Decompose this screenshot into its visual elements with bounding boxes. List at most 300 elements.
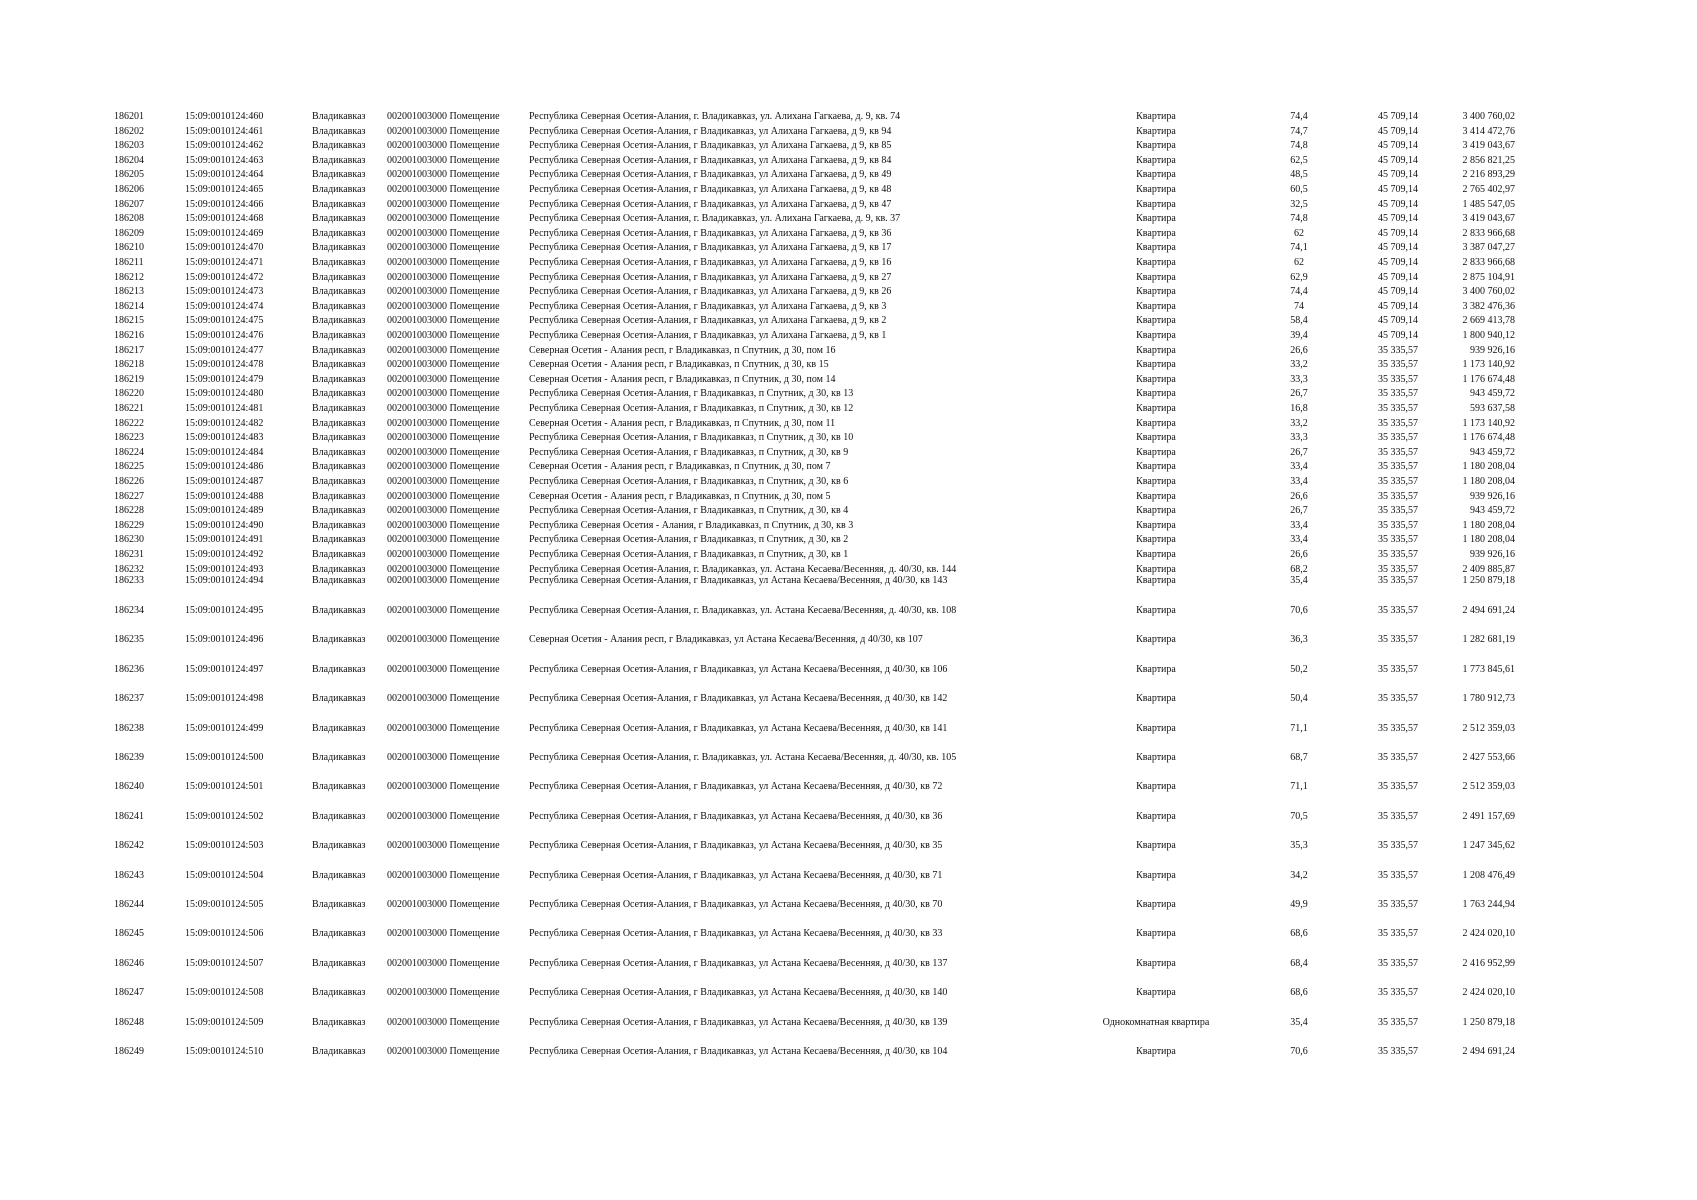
city-cell: Владикавказ bbox=[312, 374, 366, 385]
premises-type-cell: Квартира bbox=[1136, 111, 1176, 122]
unit-price-cell: 35 335,57 bbox=[1378, 664, 1418, 675]
area-cell: 71,1 bbox=[1290, 781, 1308, 792]
area-cell: 74 bbox=[1294, 301, 1304, 312]
premises-type-cell: Квартира bbox=[1136, 403, 1176, 414]
object-code-cell: 002001003000 Помещение bbox=[387, 693, 500, 704]
city-cell: Владикавказ bbox=[312, 1046, 366, 1057]
city-cell: Владикавказ bbox=[312, 693, 366, 704]
premises-type-cell: Квартира bbox=[1136, 958, 1176, 969]
unit-price-cell: 35 335,57 bbox=[1378, 359, 1418, 370]
cadastral-cost-cell: 1 176 674,48 bbox=[1462, 432, 1515, 443]
address-cell: Республика Северная Осетия-Алания, г Владикавказ, ул Астана Кесаева/Весенняя, д 40/30, кв 35 bbox=[529, 840, 943, 851]
cadastral-cost-cell: 3 419 043,67 bbox=[1462, 140, 1515, 151]
row-number-cell: 186238 bbox=[114, 723, 144, 734]
row-number-cell: 186243 bbox=[114, 870, 144, 881]
city-cell: Владикавказ bbox=[312, 257, 366, 268]
city-cell: Владикавказ bbox=[312, 1017, 366, 1028]
table-row bbox=[0, 927, 1697, 941]
premises-type-cell: Квартира bbox=[1136, 549, 1176, 560]
unit-price-cell: 45 709,14 bbox=[1378, 330, 1418, 341]
area-cell: 26,6 bbox=[1290, 549, 1308, 560]
area-cell: 33,4 bbox=[1290, 534, 1308, 545]
row-number-cell: 186221 bbox=[114, 403, 144, 414]
premises-type-cell: Квартира bbox=[1136, 752, 1176, 763]
row-number-cell: 186204 bbox=[114, 155, 144, 166]
unit-price-cell: 35 335,57 bbox=[1378, 520, 1418, 531]
city-cell: Владикавказ bbox=[312, 549, 366, 560]
table-row bbox=[0, 110, 1697, 124]
premises-type-cell: Квартира bbox=[1136, 723, 1176, 734]
area-cell: 33,2 bbox=[1290, 359, 1308, 370]
premises-type-cell: Квартира bbox=[1136, 228, 1176, 239]
cadastral-number-cell: 15:09:0010124:507 bbox=[185, 958, 264, 969]
address-cell: Республика Северная Осетия-Алания, г Владикавказ, ул Астана Кесаева/Весенняя, д 40/30, кв 106 bbox=[529, 664, 948, 675]
premises-type-cell: Квартира bbox=[1136, 781, 1176, 792]
address-cell: Республика Северная Осетия-Алания, г Владикавказ, ул Алихана Гагкаева, д 9, кв 26 bbox=[529, 286, 892, 297]
cadastral-cost-cell: 1 173 140,92 bbox=[1462, 359, 1515, 370]
table-row bbox=[0, 722, 1697, 736]
object-code-cell: 002001003000 Помещение bbox=[387, 111, 500, 122]
table-row bbox=[0, 227, 1697, 241]
area-cell: 33,4 bbox=[1290, 520, 1308, 531]
unit-price-cell: 35 335,57 bbox=[1378, 345, 1418, 356]
cadastral-cost-cell: 1 247 345,62 bbox=[1462, 840, 1515, 851]
cadastral-number-cell: 15:09:0010124:492 bbox=[185, 549, 264, 560]
address-cell: Республика Северная Осетия-Алания, г Владикавказ, п Спутник, д 30, кв 10 bbox=[529, 432, 854, 443]
cadastral-number-cell: 15:09:0010124:474 bbox=[185, 301, 264, 312]
unit-price-cell: 35 335,57 bbox=[1378, 870, 1418, 881]
unit-price-cell: 35 335,57 bbox=[1378, 461, 1418, 472]
cadastral-number-cell: 15:09:0010124:469 bbox=[185, 228, 264, 239]
cadastral-number-cell: 15:09:0010124:472 bbox=[185, 272, 264, 283]
area-cell: 50,2 bbox=[1290, 664, 1308, 675]
unit-price-cell: 45 709,14 bbox=[1378, 155, 1418, 166]
cadastral-cost-cell: 1 780 912,73 bbox=[1462, 693, 1515, 704]
object-code-cell: 002001003000 Помещение bbox=[387, 811, 500, 822]
address-cell: Республика Северная Осетия-Алания, г Владикавказ, п Спутник, д 30, кв 9 bbox=[529, 447, 849, 458]
object-code-cell: 002001003000 Помещение bbox=[387, 723, 500, 734]
row-number-cell: 186213 bbox=[114, 286, 144, 297]
premises-type-cell: Квартира bbox=[1136, 155, 1176, 166]
row-number-cell: 186214 bbox=[114, 301, 144, 312]
address-cell: Республика Северная Осетия-Алания, г. Владикавказ, ул. Астана Кесаева/Весенняя, д. 40/30, кв. 144 bbox=[529, 564, 957, 575]
city-cell: Владикавказ bbox=[312, 505, 366, 516]
cadastral-cost-cell: 2 512 359,03 bbox=[1462, 781, 1515, 792]
row-number-cell: 186248 bbox=[114, 1017, 144, 1028]
premises-type-cell: Квартира bbox=[1136, 184, 1176, 195]
cadastral-cost-cell: 3 400 760,02 bbox=[1462, 111, 1515, 122]
object-code-cell: 002001003000 Помещение bbox=[387, 987, 500, 998]
table-row bbox=[0, 460, 1697, 474]
unit-price-cell: 35 335,57 bbox=[1378, 958, 1418, 969]
table-row bbox=[0, 692, 1697, 706]
city-cell: Владикавказ bbox=[312, 155, 366, 166]
row-number-cell: 186223 bbox=[114, 432, 144, 443]
unit-price-cell: 45 709,14 bbox=[1378, 199, 1418, 210]
premises-type-cell: Квартира bbox=[1136, 199, 1176, 210]
object-code-cell: 002001003000 Помещение bbox=[387, 228, 500, 239]
unit-price-cell: 45 709,14 bbox=[1378, 242, 1418, 253]
cadastral-number-cell: 15:09:0010124:501 bbox=[185, 781, 264, 792]
address-cell: Республика Северная Осетия-Алания, г Владикавказ, ул Алихана Гагкаева, д 9, кв 3 bbox=[529, 301, 887, 312]
unit-price-cell: 35 335,57 bbox=[1378, 388, 1418, 399]
premises-type-cell: Квартира bbox=[1136, 301, 1176, 312]
object-code-cell: 002001003000 Помещение bbox=[387, 520, 500, 531]
cadastral-number-cell: 15:09:0010124:483 bbox=[185, 432, 264, 443]
row-number-cell: 186218 bbox=[114, 359, 144, 370]
cadastral-cost-cell: 943 459,72 bbox=[1470, 447, 1515, 458]
object-code-cell: 002001003000 Помещение bbox=[387, 605, 500, 616]
cadastral-cost-cell: 3 414 472,76 bbox=[1462, 126, 1515, 137]
cadastral-number-cell: 15:09:0010124:484 bbox=[185, 447, 264, 458]
area-cell: 62,9 bbox=[1290, 272, 1308, 283]
premises-type-cell: Квартира bbox=[1136, 286, 1176, 297]
table-row bbox=[0, 957, 1697, 971]
premises-type-cell: Квартира bbox=[1136, 870, 1176, 881]
city-cell: Владикавказ bbox=[312, 575, 366, 586]
premises-type-cell: Квартира bbox=[1136, 520, 1176, 531]
table-row bbox=[0, 241, 1697, 255]
cadastral-cost-cell: 939 926,16 bbox=[1470, 549, 1515, 560]
row-number-cell: 186242 bbox=[114, 840, 144, 851]
object-code-cell: 002001003000 Помещение bbox=[387, 476, 500, 487]
premises-type-cell: Квартира bbox=[1136, 505, 1176, 516]
object-code-cell: 002001003000 Помещение bbox=[387, 928, 500, 939]
object-code-cell: 002001003000 Помещение bbox=[387, 272, 500, 283]
city-cell: Владикавказ bbox=[312, 928, 366, 939]
table-row bbox=[0, 504, 1697, 518]
city-cell: Владикавказ bbox=[312, 359, 366, 370]
unit-price-cell: 45 709,14 bbox=[1378, 272, 1418, 283]
address-cell: Республика Северная Осетия-Алания, г Владикавказ, ул Алихана Гагкаева, д 9, кв 84 bbox=[529, 155, 892, 166]
unit-price-cell: 35 335,57 bbox=[1378, 1046, 1418, 1057]
cadastral-cost-cell: 1 173 140,92 bbox=[1462, 418, 1515, 429]
table-row bbox=[0, 256, 1697, 270]
object-code-cell: 002001003000 Помещение bbox=[387, 781, 500, 792]
row-number-cell: 186215 bbox=[114, 315, 144, 326]
cadastral-number-cell: 15:09:0010124:509 bbox=[185, 1017, 264, 1028]
area-cell: 26,7 bbox=[1290, 447, 1308, 458]
address-cell: Республика Северная Осетия-Алания, г Владикавказ, ул Алихана Гагкаева, д 9, кв 17 bbox=[529, 242, 892, 253]
cadastral-cost-cell: 1 250 879,18 bbox=[1462, 1017, 1515, 1028]
object-code-cell: 002001003000 Помещение bbox=[387, 213, 500, 224]
cadastral-cost-cell: 3 382 476,36 bbox=[1462, 301, 1515, 312]
cadastral-number-cell: 15:09:0010124:486 bbox=[185, 461, 264, 472]
cadastral-number-cell: 15:09:0010124:462 bbox=[185, 140, 264, 151]
unit-price-cell: 35 335,57 bbox=[1378, 928, 1418, 939]
object-code-cell: 002001003000 Помещение bbox=[387, 1046, 500, 1057]
city-cell: Владикавказ bbox=[312, 723, 366, 734]
premises-type-cell: Квартира bbox=[1136, 140, 1176, 151]
object-code-cell: 002001003000 Помещение bbox=[387, 432, 500, 443]
address-cell: Республика Северная Осетия-Алания, г. Владикавказ, ул. Алихана Гагкаева, д. 9, кв. 37 bbox=[529, 213, 901, 224]
premises-type-cell: Квартира bbox=[1136, 388, 1176, 399]
unit-price-cell: 35 335,57 bbox=[1378, 634, 1418, 645]
table-row bbox=[0, 314, 1697, 328]
cadastral-cost-cell: 1 180 208,04 bbox=[1462, 461, 1515, 472]
premises-type-cell: Квартира bbox=[1136, 432, 1176, 443]
address-cell: Республика Северная Осетия-Алания, г Владикавказ, ул Алихана Гагкаева, д 9, кв 48 bbox=[529, 184, 892, 195]
cadastral-cost-cell: 3 400 760,02 bbox=[1462, 286, 1515, 297]
premises-type-cell: Квартира bbox=[1136, 345, 1176, 356]
cadastral-number-cell: 15:09:0010124:488 bbox=[185, 491, 264, 502]
premises-type-cell: Квартира bbox=[1136, 418, 1176, 429]
row-number-cell: 186241 bbox=[114, 811, 144, 822]
premises-type-cell: Квартира bbox=[1136, 242, 1176, 253]
area-cell: 74,8 bbox=[1290, 213, 1308, 224]
table-row bbox=[0, 810, 1697, 824]
area-cell: 49,9 bbox=[1290, 899, 1308, 910]
table-row bbox=[0, 285, 1697, 299]
row-number-cell: 186231 bbox=[114, 549, 144, 560]
city-cell: Владикавказ bbox=[312, 461, 366, 472]
row-number-cell: 186224 bbox=[114, 447, 144, 458]
row-number-cell: 186235 bbox=[114, 634, 144, 645]
unit-price-cell: 35 335,57 bbox=[1378, 781, 1418, 792]
cadastral-cost-cell: 1 180 208,04 bbox=[1462, 520, 1515, 531]
cadastral-number-cell: 15:09:0010124:461 bbox=[185, 126, 264, 137]
unit-price-cell: 35 335,57 bbox=[1378, 549, 1418, 560]
city-cell: Владикавказ bbox=[312, 432, 366, 443]
cadastral-number-cell: 15:09:0010124:463 bbox=[185, 155, 264, 166]
object-code-cell: 002001003000 Помещение bbox=[387, 126, 500, 137]
area-cell: 48,5 bbox=[1290, 169, 1308, 180]
premises-type-cell: Квартира bbox=[1136, 315, 1176, 326]
table-row bbox=[0, 574, 1697, 588]
premises-type-cell: Квартира bbox=[1136, 491, 1176, 502]
row-number-cell: 186245 bbox=[114, 928, 144, 939]
row-number-cell: 186239 bbox=[114, 752, 144, 763]
area-cell: 39,4 bbox=[1290, 330, 1308, 341]
object-code-cell: 002001003000 Помещение bbox=[387, 242, 500, 253]
address-cell: Республика Северная Осетия-Алания, г Владикавказ, п Спутник, д 30, кв 2 bbox=[529, 534, 849, 545]
address-cell: Республика Северная Осетия-Алания, г Владикавказ, ул Алихана Гагкаева, д 9, кв 1 bbox=[529, 330, 887, 341]
area-cell: 34,2 bbox=[1290, 870, 1308, 881]
table-row bbox=[0, 431, 1697, 445]
row-number-cell: 186232 bbox=[114, 564, 144, 575]
city-cell: Владикавказ bbox=[312, 899, 366, 910]
object-code-cell: 002001003000 Помещение bbox=[387, 330, 500, 341]
unit-price-cell: 45 709,14 bbox=[1378, 111, 1418, 122]
address-cell: Северная Осетия - Алания респ, г Владикавказ, п Спутник, д 30, пом 11 bbox=[529, 418, 836, 429]
city-cell: Владикавказ bbox=[312, 752, 366, 763]
address-cell: Республика Северная Осетия-Алания, г Владикавказ, ул Астана Кесаева/Весенняя, д 40/30, кв 141 bbox=[529, 723, 948, 734]
row-number-cell: 186237 bbox=[114, 693, 144, 704]
unit-price-cell: 45 709,14 bbox=[1378, 169, 1418, 180]
table-row bbox=[0, 986, 1697, 1000]
row-number-cell: 186230 bbox=[114, 534, 144, 545]
row-number-cell: 186225 bbox=[114, 461, 144, 472]
area-cell: 74,4 bbox=[1290, 111, 1308, 122]
premises-type-cell: Квартира bbox=[1136, 899, 1176, 910]
city-cell: Владикавказ bbox=[312, 126, 366, 137]
object-code-cell: 002001003000 Помещение bbox=[387, 505, 500, 516]
cadastral-number-cell: 15:09:0010124:510 bbox=[185, 1046, 264, 1057]
object-code-cell: 002001003000 Помещение bbox=[387, 534, 500, 545]
cadastral-number-cell: 15:09:0010124:468 bbox=[185, 213, 264, 224]
table-row bbox=[0, 663, 1697, 677]
area-cell: 74,1 bbox=[1290, 242, 1308, 253]
row-number-cell: 186228 bbox=[114, 505, 144, 516]
table-row bbox=[0, 212, 1697, 226]
object-code-cell: 002001003000 Помещение bbox=[387, 564, 500, 575]
cadastral-number-cell: 15:09:0010124:478 bbox=[185, 359, 264, 370]
cadastral-number-cell: 15:09:0010124:502 bbox=[185, 811, 264, 822]
object-code-cell: 002001003000 Помещение bbox=[387, 184, 500, 195]
object-code-cell: 002001003000 Помещение bbox=[387, 140, 500, 151]
cadastral-cost-cell: 943 459,72 bbox=[1470, 388, 1515, 399]
city-cell: Владикавказ bbox=[312, 272, 366, 283]
table-row bbox=[0, 154, 1697, 168]
unit-price-cell: 35 335,57 bbox=[1378, 374, 1418, 385]
unit-price-cell: 45 709,14 bbox=[1378, 126, 1418, 137]
address-cell: Республика Северная Осетия-Алания, г Владикавказ, ул Алихана Гагкаева, д 9, кв 94 bbox=[529, 126, 892, 137]
table-row bbox=[0, 1045, 1697, 1059]
cadastral-cost-cell: 943 459,72 bbox=[1470, 505, 1515, 516]
area-cell: 26,7 bbox=[1290, 388, 1308, 399]
area-cell: 68,2 bbox=[1290, 564, 1308, 575]
city-cell: Владикавказ bbox=[312, 199, 366, 210]
row-number-cell: 186207 bbox=[114, 199, 144, 210]
row-number-cell: 186236 bbox=[114, 664, 144, 675]
premises-type-cell: Квартира bbox=[1136, 1046, 1176, 1057]
unit-price-cell: 35 335,57 bbox=[1378, 840, 1418, 851]
unit-price-cell: 35 335,57 bbox=[1378, 1017, 1418, 1028]
area-cell: 68,4 bbox=[1290, 958, 1308, 969]
cadastral-cost-cell: 2 833 966,68 bbox=[1462, 228, 1515, 239]
cadastral-cost-cell: 1 800 940,12 bbox=[1462, 330, 1515, 341]
area-cell: 33,3 bbox=[1290, 374, 1308, 385]
area-cell: 16,8 bbox=[1290, 403, 1308, 414]
area-cell: 26,6 bbox=[1290, 491, 1308, 502]
area-cell: 74,4 bbox=[1290, 286, 1308, 297]
cadastral-number-cell: 15:09:0010124:476 bbox=[185, 330, 264, 341]
table-row bbox=[0, 183, 1697, 197]
object-code-cell: 002001003000 Помещение bbox=[387, 899, 500, 910]
cadastral-cost-cell: 2 427 553,66 bbox=[1462, 752, 1515, 763]
unit-price-cell: 45 709,14 bbox=[1378, 213, 1418, 224]
table-row bbox=[0, 125, 1697, 139]
area-cell: 36,3 bbox=[1290, 634, 1308, 645]
city-cell: Владикавказ bbox=[312, 447, 366, 458]
area-cell: 70,6 bbox=[1290, 605, 1308, 616]
row-number-cell: 186229 bbox=[114, 520, 144, 531]
row-number-cell: 186222 bbox=[114, 418, 144, 429]
address-cell: Республика Северная Осетия-Алания, г Владикавказ, ул Астана Кесаева/Весенняя, д 40/30, кв 139 bbox=[529, 1017, 948, 1028]
city-cell: Владикавказ bbox=[312, 781, 366, 792]
address-cell: Республика Северная Осетия-Алания, г Владикавказ, ул Астана Кесаева/Весенняя, д 40/30, кв 71 bbox=[529, 870, 943, 881]
cadastral-cost-cell: 1 250 879,18 bbox=[1462, 575, 1515, 586]
table-row bbox=[0, 490, 1697, 504]
object-code-cell: 002001003000 Помещение bbox=[387, 374, 500, 385]
table-row bbox=[0, 519, 1697, 533]
address-cell: Республика Северная Осетия-Алания, г Владикавказ, ул Алихана Гагкаева, д 9, кв 49 bbox=[529, 169, 892, 180]
unit-price-cell: 35 335,57 bbox=[1378, 811, 1418, 822]
area-cell: 32,5 bbox=[1290, 199, 1308, 210]
address-cell: Республика Северная Осетия-Алания, г Владикавказ, ул Астана Кесаева/Весенняя, д 40/30, кв 143 bbox=[529, 575, 948, 586]
city-cell: Владикавказ bbox=[312, 213, 366, 224]
unit-price-cell: 35 335,57 bbox=[1378, 752, 1418, 763]
city-cell: Владикавказ bbox=[312, 870, 366, 881]
cadastral-cost-cell: 2 216 893,29 bbox=[1462, 169, 1515, 180]
row-number-cell: 186244 bbox=[114, 899, 144, 910]
object-code-cell: 002001003000 Помещение bbox=[387, 491, 500, 502]
table-row bbox=[0, 358, 1697, 372]
unit-price-cell: 45 709,14 bbox=[1378, 257, 1418, 268]
premises-type-cell: Однокомнатная квартира bbox=[1102, 1017, 1210, 1028]
address-cell: Северная Осетия - Алания респ, г Владикавказ, п Спутник, д 30, пом 16 bbox=[529, 345, 836, 356]
object-code-cell: 002001003000 Помещение bbox=[387, 575, 500, 586]
area-cell: 33,2 bbox=[1290, 418, 1308, 429]
city-cell: Владикавказ bbox=[312, 811, 366, 822]
cadastral-cost-cell: 2 856 821,25 bbox=[1462, 155, 1515, 166]
premises-type-cell: Квартира bbox=[1136, 476, 1176, 487]
object-code-cell: 002001003000 Помещение bbox=[387, 958, 500, 969]
row-number-cell: 186246 bbox=[114, 958, 144, 969]
address-cell: Республика Северная Осетия-Алания, г Владикавказ, ул Алихана Гагкаева, д 9, кв 47 bbox=[529, 199, 892, 210]
cadastral-cost-cell: 2 416 952,99 bbox=[1462, 958, 1515, 969]
cadastral-cost-cell: 939 926,16 bbox=[1470, 345, 1515, 356]
unit-price-cell: 45 709,14 bbox=[1378, 228, 1418, 239]
cadastral-number-cell: 15:09:0010124:491 bbox=[185, 534, 264, 545]
area-cell: 35,3 bbox=[1290, 840, 1308, 851]
area-cell: 60,5 bbox=[1290, 184, 1308, 195]
cadastral-cost-cell: 1 208 476,49 bbox=[1462, 870, 1515, 881]
area-cell: 50,4 bbox=[1290, 693, 1308, 704]
cadastral-number-cell: 15:09:0010124:479 bbox=[185, 374, 264, 385]
area-cell: 74,8 bbox=[1290, 140, 1308, 151]
address-cell: Республика Северная Осетия-Алания, г Владикавказ, п Спутник, д 30, кв 6 bbox=[529, 476, 849, 487]
cadastral-cost-cell: 1 180 208,04 bbox=[1462, 534, 1515, 545]
city-cell: Владикавказ bbox=[312, 476, 366, 487]
area-cell: 35,4 bbox=[1290, 575, 1308, 586]
city-cell: Владикавказ bbox=[312, 634, 366, 645]
city-cell: Владикавказ bbox=[312, 345, 366, 356]
object-code-cell: 002001003000 Помещение bbox=[387, 199, 500, 210]
row-number-cell: 186201 bbox=[114, 111, 144, 122]
premises-type-cell: Квартира bbox=[1136, 272, 1176, 283]
row-number-cell: 186216 bbox=[114, 330, 144, 341]
area-cell: 58,4 bbox=[1290, 315, 1308, 326]
unit-price-cell: 45 709,14 bbox=[1378, 301, 1418, 312]
cadastral-number-cell: 15:09:0010124:506 bbox=[185, 928, 264, 939]
row-number-cell: 186234 bbox=[114, 605, 144, 616]
city-cell: Владикавказ bbox=[312, 403, 366, 414]
object-code-cell: 002001003000 Помещение bbox=[387, 664, 500, 675]
area-cell: 68,6 bbox=[1290, 928, 1308, 939]
city-cell: Владикавказ bbox=[312, 242, 366, 253]
city-cell: Владикавказ bbox=[312, 520, 366, 531]
object-code-cell: 002001003000 Помещение bbox=[387, 315, 500, 326]
address-cell: Республика Северная Осетия-Алания, г Владикавказ, ул Астана Кесаева/Весенняя, д 40/30, кв 104 bbox=[529, 1046, 948, 1057]
unit-price-cell: 35 335,57 bbox=[1378, 476, 1418, 487]
city-cell: Владикавказ bbox=[312, 564, 366, 575]
address-cell: Республика Северная Осетия-Алания, г Владикавказ, п Спутник, д 30, кв 13 bbox=[529, 388, 854, 399]
address-cell: Республика Северная Осетия-Алания, г Владикавказ, ул Астана Кесаева/Весенняя, д 40/30, кв 36 bbox=[529, 811, 943, 822]
cadastral-cost-cell: 1 763 244,94 bbox=[1462, 899, 1515, 910]
cadastral-number-cell: 15:09:0010124:490 bbox=[185, 520, 264, 531]
area-cell: 70,6 bbox=[1290, 1046, 1308, 1057]
address-cell: Республика Северная Осетия-Алания, г Владикавказ, ул Астана Кесаева/Весенняя, д 40/30, кв 33 bbox=[529, 928, 943, 939]
cadastral-number-cell: 15:09:0010124:498 bbox=[185, 693, 264, 704]
cadastral-number-cell: 15:09:0010124:473 bbox=[185, 286, 264, 297]
cadastral-cost-cell: 2 424 020,10 bbox=[1462, 987, 1515, 998]
address-cell: Республика Северная Осетия-Алания, г. Владикавказ, ул. Астана Кесаева/Весенняя, д. 40/30, кв. 108 bbox=[529, 605, 957, 616]
unit-price-cell: 35 335,57 bbox=[1378, 987, 1418, 998]
area-cell: 74,7 bbox=[1290, 126, 1308, 137]
unit-price-cell: 45 709,14 bbox=[1378, 184, 1418, 195]
city-cell: Владикавказ bbox=[312, 169, 366, 180]
